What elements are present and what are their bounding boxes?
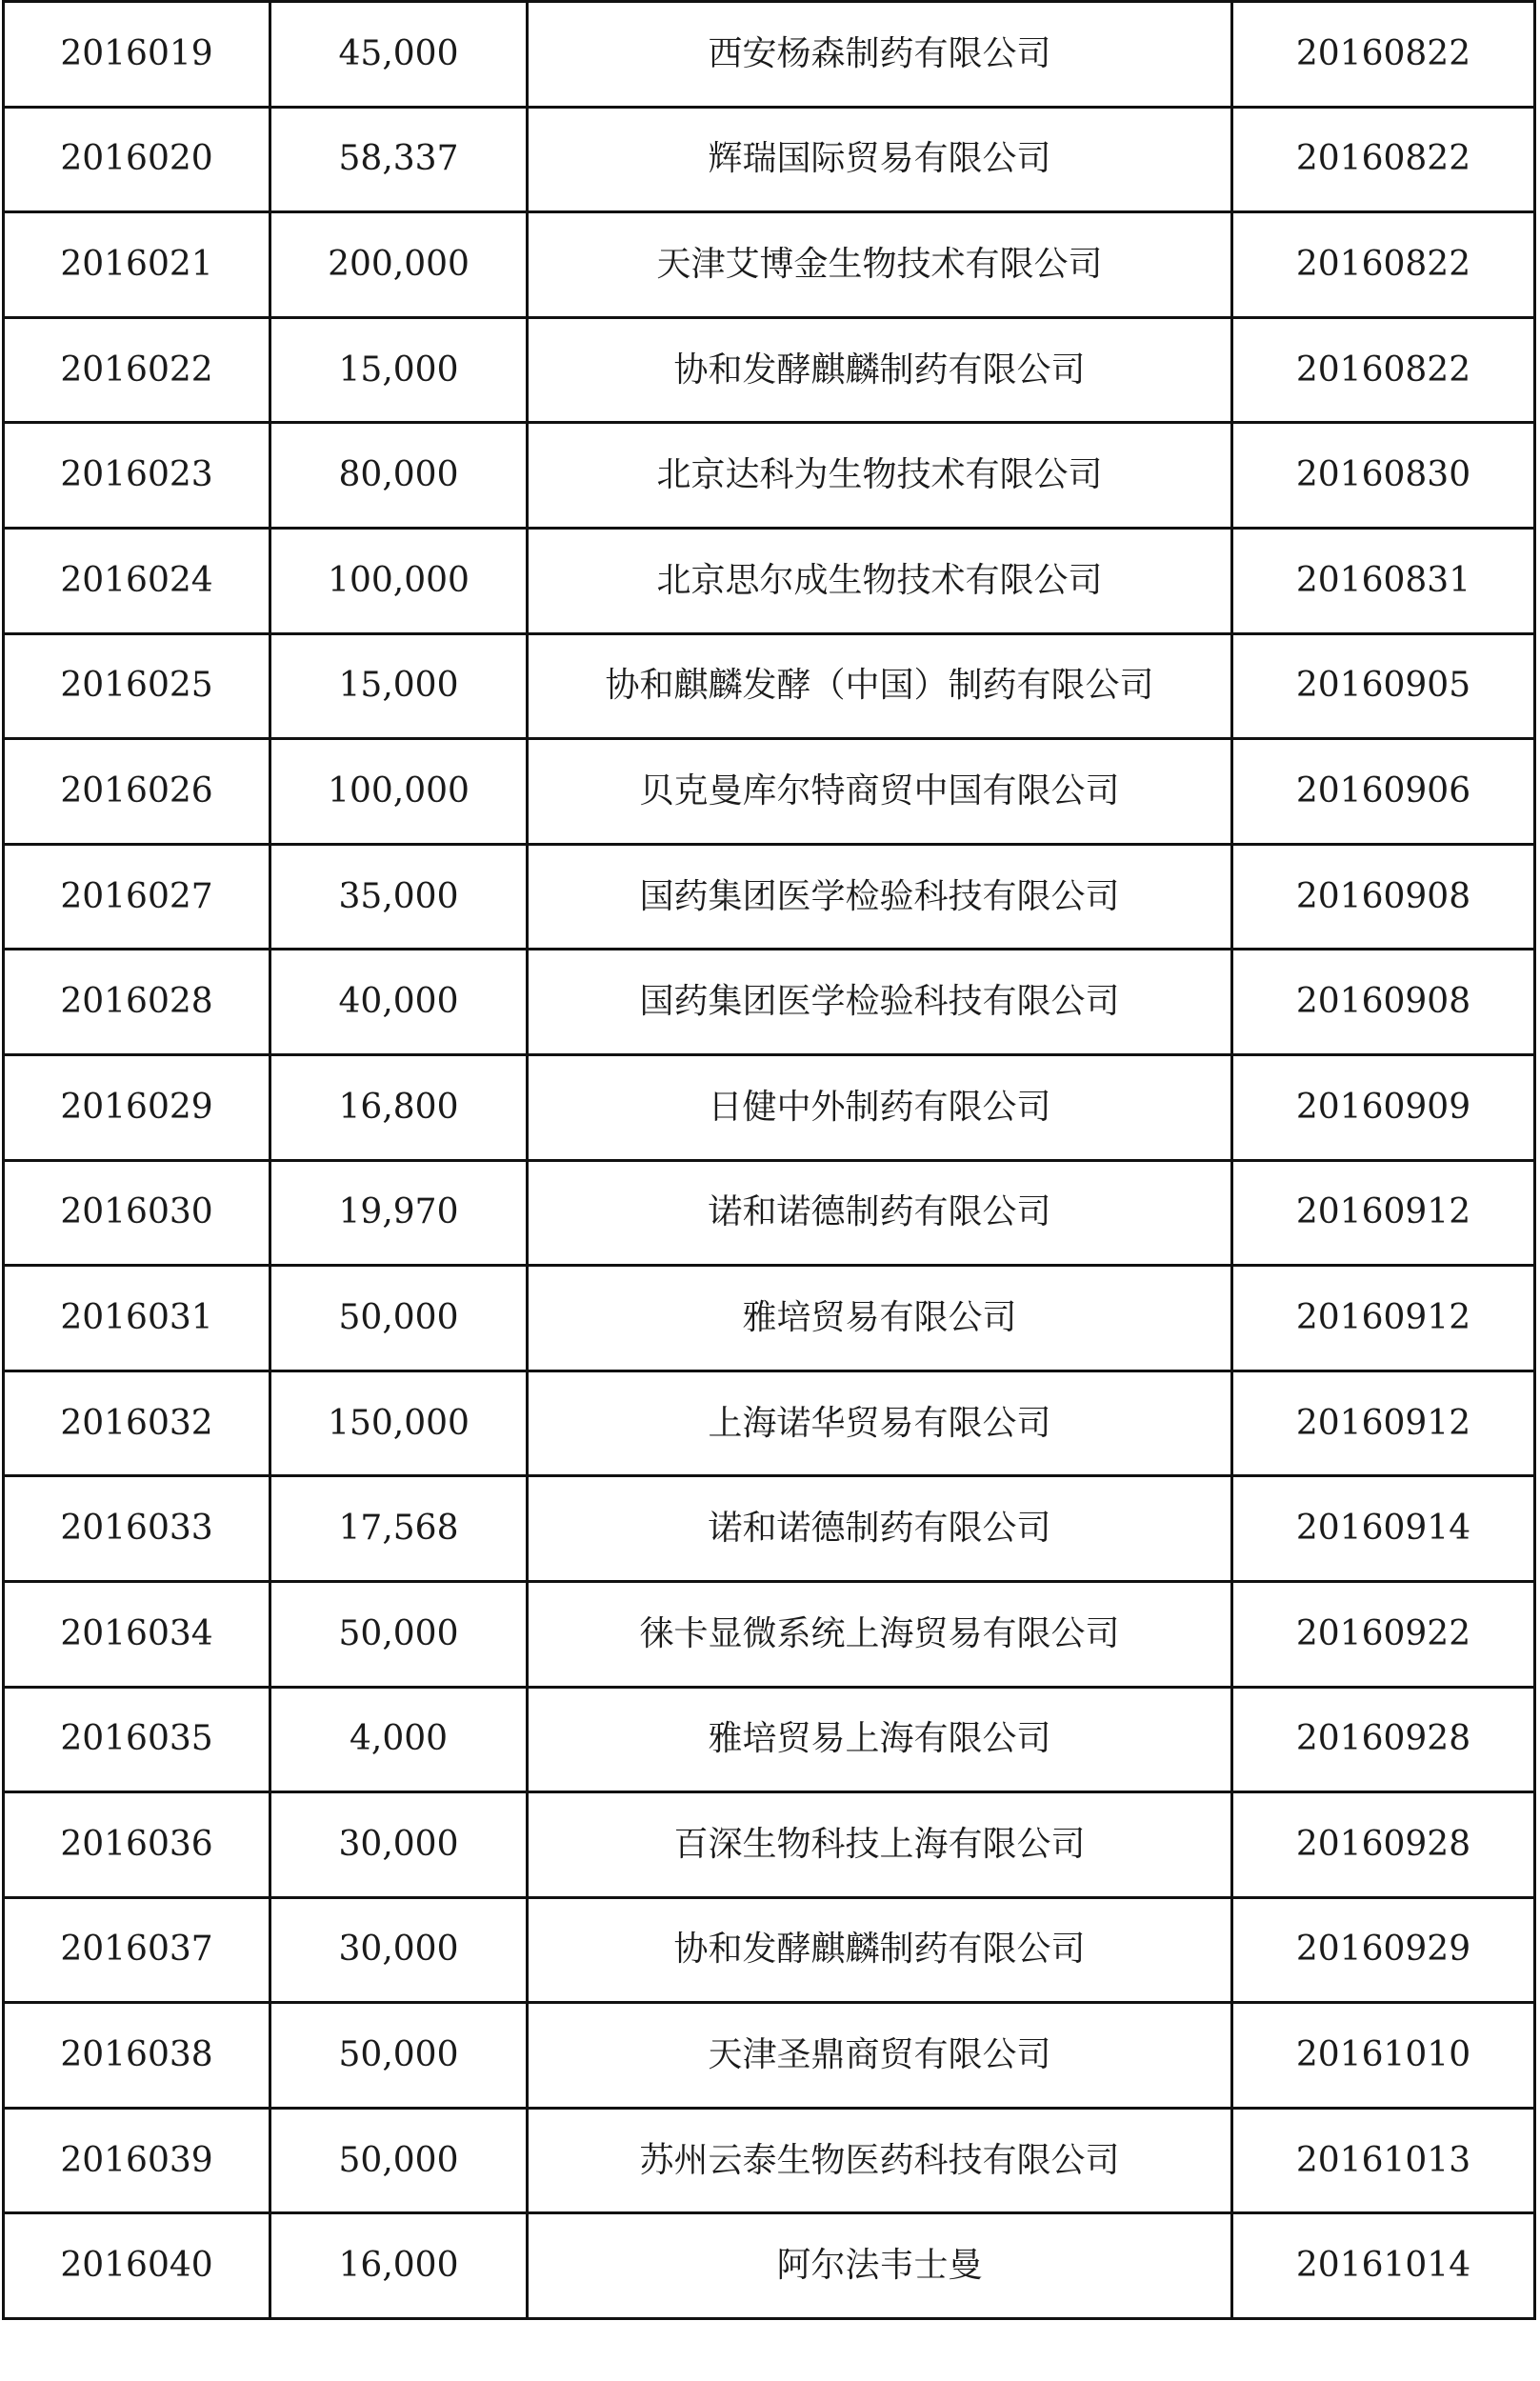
date-cell: 20161014 — [1232, 2213, 1535, 2319]
record-id-cell: 2016032 — [4, 1371, 270, 1476]
amount-cell: 50,000 — [270, 2108, 528, 2213]
company-name-cell: 天津艾博金生物技术有限公司 — [528, 212, 1232, 318]
table-row — [4, 1476, 1535, 1582]
amount-cell: 17,568 — [270, 1476, 528, 1582]
record-id-cell: 2016025 — [4, 633, 270, 739]
company-name-cell: 北京达科为生物技术有限公司 — [528, 423, 1232, 529]
date-cell: 20160914 — [1232, 1476, 1535, 1582]
table-row — [4, 2003, 1535, 2109]
company-name-cell: 西安杨森制药有限公司 — [528, 2, 1232, 108]
date-cell: 20160905 — [1232, 633, 1535, 739]
table-row — [4, 317, 1535, 423]
record-id-cell: 2016024 — [4, 528, 270, 633]
amount-cell: 50,000 — [270, 2003, 528, 2109]
company-name-cell: 苏州云泰生物医药科技有限公司 — [528, 2108, 1232, 2213]
amount-cell: 4,000 — [270, 1687, 528, 1792]
date-cell: 20160908 — [1232, 950, 1535, 1055]
table-row — [4, 1581, 1535, 1687]
record-id-cell: 2016021 — [4, 212, 270, 318]
date-cell: 20160912 — [1232, 1266, 1535, 1371]
date-cell: 20160822 — [1232, 212, 1535, 318]
table-row — [4, 950, 1535, 1055]
record-id-cell: 2016035 — [4, 1687, 270, 1792]
date-cell: 20160822 — [1232, 317, 1535, 423]
record-id-cell: 2016028 — [4, 950, 270, 1055]
date-cell: 20160912 — [1232, 1160, 1535, 1266]
date-cell: 20160929 — [1232, 1897, 1535, 2003]
table-row — [4, 1054, 1535, 1160]
record-id-cell: 2016038 — [4, 2003, 270, 2109]
table-row — [4, 739, 1535, 845]
date-cell: 20160928 — [1232, 1687, 1535, 1792]
amount-cell: 50,000 — [270, 1581, 528, 1687]
record-id-cell: 2016034 — [4, 1581, 270, 1687]
date-cell: 20160831 — [1232, 528, 1535, 633]
company-name-cell: 诺和诺德制药有限公司 — [528, 1160, 1232, 1266]
record-id-cell: 2016040 — [4, 2213, 270, 2319]
date-cell: 20160928 — [1232, 1792, 1535, 1898]
record-id-cell: 2016023 — [4, 423, 270, 529]
record-id-cell: 2016036 — [4, 1792, 270, 1898]
amount-cell: 16,000 — [270, 2213, 528, 2319]
date-cell: 20160922 — [1232, 1581, 1535, 1687]
donation-table-container — [2, 0, 1533, 2320]
date-cell: 20161010 — [1232, 2003, 1535, 2109]
company-name-cell: 上海诺华贸易有限公司 — [528, 1371, 1232, 1476]
table-row — [4, 107, 1535, 212]
date-cell: 20160912 — [1232, 1371, 1535, 1476]
table-row — [4, 2108, 1535, 2213]
date-cell: 20160822 — [1232, 2, 1535, 108]
table-row — [4, 528, 1535, 633]
table-row — [4, 2213, 1535, 2319]
amount-cell: 100,000 — [270, 739, 528, 845]
table-row — [4, 1371, 1535, 1476]
date-cell: 20160909 — [1232, 1054, 1535, 1160]
record-id-cell: 2016020 — [4, 107, 270, 212]
company-name-cell: 百深生物科技上海有限公司 — [528, 1792, 1232, 1898]
amount-cell: 16,800 — [270, 1054, 528, 1160]
amount-cell: 30,000 — [270, 1792, 528, 1898]
table-row — [4, 423, 1535, 529]
table-row — [4, 212, 1535, 318]
company-name-cell: 日健中外制药有限公司 — [528, 1054, 1232, 1160]
record-id-cell: 2016039 — [4, 2108, 270, 2213]
record-id-cell: 2016030 — [4, 1160, 270, 1266]
record-id-cell: 2016019 — [4, 2, 270, 108]
table-row — [4, 633, 1535, 739]
company-name-cell: 阿尔法韦士曼 — [528, 2213, 1232, 2319]
table-row — [4, 1897, 1535, 2003]
table-row — [4, 1160, 1535, 1266]
amount-cell: 58,337 — [270, 107, 528, 212]
date-cell: 20160830 — [1232, 423, 1535, 529]
date-cell: 20160906 — [1232, 739, 1535, 845]
record-id-cell: 2016037 — [4, 1897, 270, 2003]
amount-cell: 50,000 — [270, 1266, 528, 1371]
date-cell: 20160908 — [1232, 844, 1535, 950]
company-name-cell: 国药集团医学检验科技有限公司 — [528, 844, 1232, 950]
company-name-cell: 天津圣鼎商贸有限公司 — [528, 2003, 1232, 2109]
record-id-cell: 2016029 — [4, 1054, 270, 1160]
amount-cell: 15,000 — [270, 633, 528, 739]
company-name-cell: 协和麒麟发酵（中国）制药有限公司 — [528, 633, 1232, 739]
amount-cell: 150,000 — [270, 1371, 528, 1476]
company-name-cell: 协和发酵麒麟制药有限公司 — [528, 1897, 1232, 2003]
table-row — [4, 1687, 1535, 1792]
table-body — [4, 2, 1535, 2319]
date-cell: 20161013 — [1232, 2108, 1535, 2213]
company-name-cell: 国药集团医学检验科技有限公司 — [528, 950, 1232, 1055]
company-name-cell: 雅培贸易上海有限公司 — [528, 1687, 1232, 1792]
donation-table — [2, 0, 1536, 2320]
record-id-cell: 2016031 — [4, 1266, 270, 1371]
amount-cell: 19,970 — [270, 1160, 528, 1266]
company-name-cell: 辉瑞国际贸易有限公司 — [528, 107, 1232, 212]
company-name-cell: 贝克曼库尔特商贸中国有限公司 — [528, 739, 1232, 845]
amount-cell: 40,000 — [270, 950, 528, 1055]
record-id-cell: 2016026 — [4, 739, 270, 845]
amount-cell: 100,000 — [270, 528, 528, 633]
amount-cell: 30,000 — [270, 1897, 528, 2003]
company-name-cell: 北京思尔成生物技术有限公司 — [528, 528, 1232, 633]
record-id-cell: 2016027 — [4, 844, 270, 950]
company-name-cell: 徕卡显微系统上海贸易有限公司 — [528, 1581, 1232, 1687]
amount-cell: 45,000 — [270, 2, 528, 108]
amount-cell: 35,000 — [270, 844, 528, 950]
date-cell: 20160822 — [1232, 107, 1535, 212]
company-name-cell: 诺和诺德制药有限公司 — [528, 1476, 1232, 1582]
record-id-cell: 2016022 — [4, 317, 270, 423]
table-row — [4, 1792, 1535, 1898]
table-row — [4, 1266, 1535, 1371]
amount-cell: 200,000 — [270, 212, 528, 318]
company-name-cell: 雅培贸易有限公司 — [528, 1266, 1232, 1371]
amount-cell: 80,000 — [270, 423, 528, 529]
amount-cell: 15,000 — [270, 317, 528, 423]
table-row — [4, 844, 1535, 950]
company-name-cell: 协和发酵麒麟制药有限公司 — [528, 317, 1232, 423]
record-id-cell: 2016033 — [4, 1476, 270, 1582]
table-row — [4, 2, 1535, 108]
